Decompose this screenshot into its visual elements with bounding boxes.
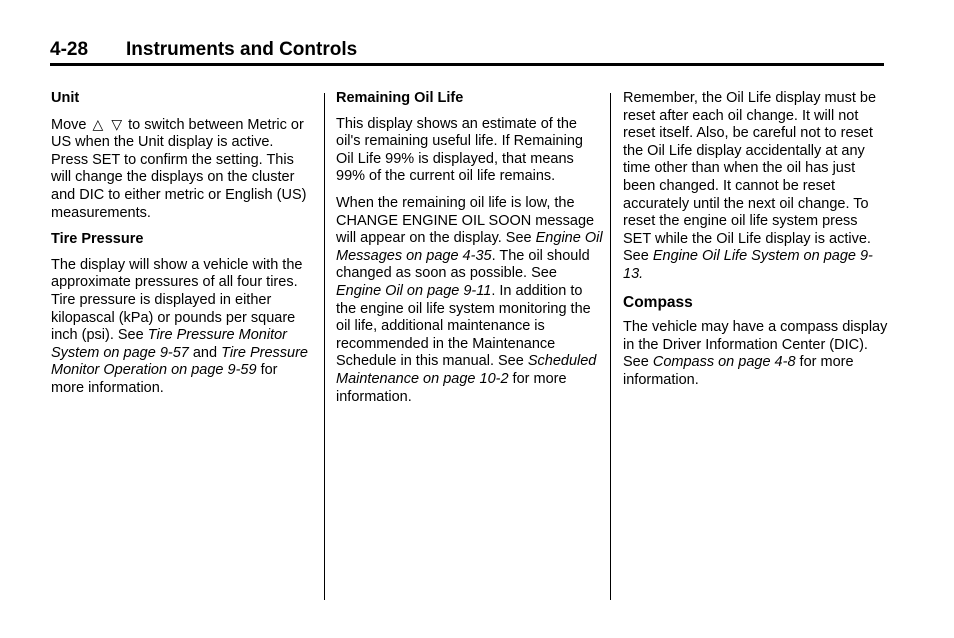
oil-text: . In addition to the engine oil life system monitoring the oil life, additional maintenance is recommended in the Maintenance Schedule in this manual. See (336, 282, 591, 370)
oil-life-paragraph-1: This display shows an estimate of the oil's remaining useful life. If Remaining Oil Life 99% is displayed, that means 99% of the current oil life remains. (336, 115, 583, 185)
compass-text: for more information. (623, 354, 854, 388)
compass-link[interactable]: Compass on page 4-8 (652, 354, 796, 371)
tire-pressure-heading: Tire Pressure (51, 231, 144, 248)
header-rule (50, 63, 884, 66)
unit-paragraph (51, 116, 313, 223)
oil-life-heading: Remaining Oil Life (336, 90, 464, 106)
engine-oil-messages-link[interactable]: Engine Oil Messages on page 4-35 (336, 230, 603, 264)
compass-text: The vehicle may have a compass display in the Driver Information Center (DIC). See (623, 319, 888, 371)
compass-paragraph (623, 319, 888, 389)
reset-paragraph (623, 90, 888, 284)
oil-text: When the remaining oil life is low, the CHANGE ENGINE OIL SOON message will appear on the display. See (336, 194, 595, 247)
tire-text: The display will show a vehicle with the approximate pressures of all four tires. Tire pressure is displayed in either kilopascal (kPa) or pounds per square inch (psi). See (51, 256, 303, 344)
triangle-up-icon: △ (92, 115, 104, 132)
tire-text: and (188, 344, 222, 361)
scheduled-maintenance-link[interactable]: Scheduled Maintenance on page 10-2 (336, 353, 597, 387)
page-title: Instruments and Controls (126, 39, 358, 60)
oil-life-paragraph-2 (336, 195, 604, 406)
column-divider (324, 93, 325, 600)
engine-oil-link[interactable]: Engine Oil on page 9-11 (336, 282, 492, 299)
engine-oil-life-system-link[interactable]: Engine Oil Life System on page 9-13. (623, 248, 873, 282)
page-number: 4-28 (50, 39, 89, 60)
column-left (51, 90, 313, 407)
page-header (50, 38, 884, 62)
tire-monitor-system-link[interactable]: Tire Pressure Monitor System on page 9-57 (51, 327, 287, 361)
compass-heading: Compass (623, 293, 693, 311)
column-divider (610, 93, 611, 600)
reset-text: Remember, the Oil Life display must be reset after each oil change. It will not reset itself. Also, be careful not to reset the Oil Life display accidentally at any time other than when the oil has just been changed. It cannot be reset accurately until the next oil change. To reset the engine oil life system press SET while the Oil Life display is active. See (623, 90, 877, 265)
tire-pressure-paragraph (51, 257, 313, 398)
unit-text: to switch between Metric or US when the Unit display is active. Press SET to confirm the setting. This will change the displays on the cluster and DIC to either metric or English (US) measurements. (51, 116, 307, 221)
column-middle (336, 90, 604, 415)
oil-text: . The oil should changed as soon as possible. See (336, 247, 590, 282)
tire-text: for more information. (51, 362, 278, 396)
unit-heading: Unit (51, 90, 80, 106)
column-right (623, 90, 888, 399)
tire-monitor-operation-link[interactable]: Tire Pressure Monitor Operation on page 9-59 (51, 344, 308, 379)
triangle-down-icon: ▽ (111, 115, 123, 132)
unit-text: Move (51, 116, 87, 133)
oil-text: for more information. (336, 370, 567, 405)
